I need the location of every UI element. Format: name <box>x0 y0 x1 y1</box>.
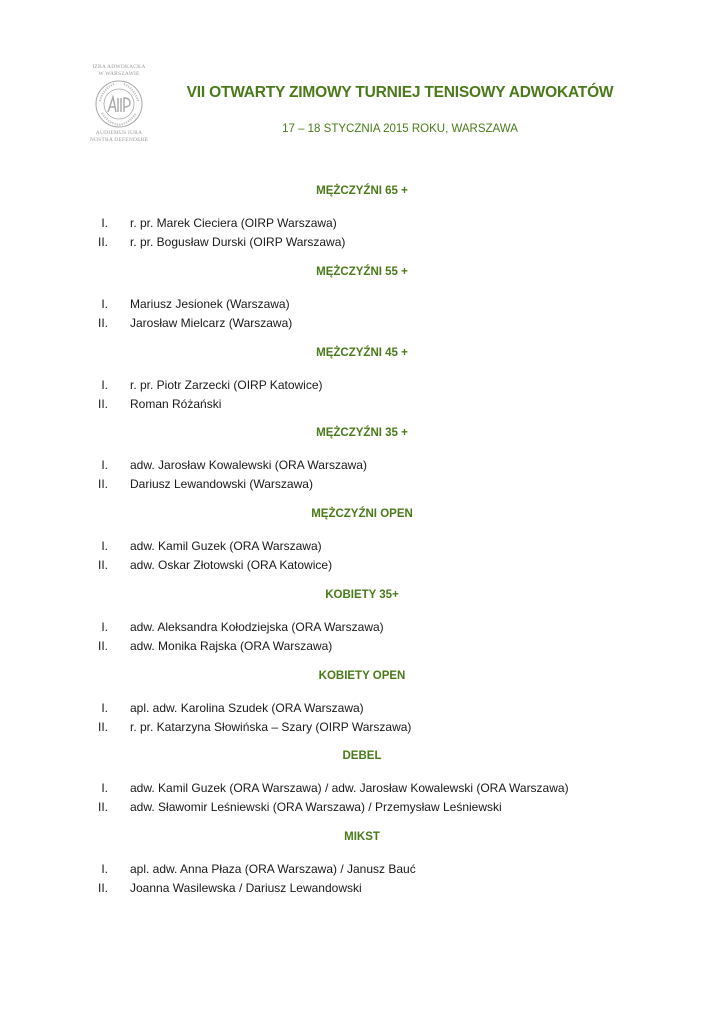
player-name: adw. Kamil Guzek (ORA Warszawa) / adw. Jarosław Kowalewski (ORA Warszawa) <box>130 781 569 796</box>
section-heading: MĘŻCZYŹNI 65 + <box>316 185 408 197</box>
result-entry <box>0 639 724 655</box>
place-number: I. <box>101 700 108 715</box>
place-number: II. <box>97 477 108 492</box>
place-number: I. <box>101 296 108 311</box>
section-heading: MIKST <box>344 831 380 843</box>
place-number: I. <box>101 377 108 392</box>
result-entry <box>0 558 724 574</box>
result-entry <box>0 458 724 474</box>
player-name: Joanna Wasilewska / Dariusz Lewandowski <box>130 881 362 895</box>
document-title: VII OTWARTY ZIMOWY TURNIEJ TENISOWY ADWOKATÓW <box>186 84 614 101</box>
result-entry <box>0 477 724 493</box>
logo-motto-line-2: NOSTRA DEFENDERE <box>89 136 149 143</box>
result-entry <box>0 297 724 313</box>
result-entry <box>0 881 724 897</box>
section-heading: MĘŻCZYŹNI 35 + <box>316 427 408 440</box>
result-entry <box>0 781 724 797</box>
result-entry <box>0 720 724 736</box>
bar-association-logo <box>88 64 150 146</box>
place-number: I. <box>101 619 108 634</box>
result-entry <box>0 701 724 717</box>
place-number: I. <box>101 216 108 230</box>
place-number: II. <box>97 315 108 330</box>
player-name: r. pr. Bogusław Durski (OIRP Warszawa) <box>130 235 346 249</box>
result-entry <box>0 316 724 332</box>
result-entry <box>0 235 724 251</box>
place-number: I. <box>101 781 108 796</box>
player-name: r. pr. Piotr Zarzecki (OIRP Katowice) <box>130 377 323 392</box>
player-name: r. pr. Marek Cieciera (OIRP Warszawa) <box>130 216 337 230</box>
player-name: Mariusz Jesionek (Warszawa) <box>130 296 290 311</box>
player-name: apl. adw. Anna Płaza (ORA Warszawa) / Janusz Bauć <box>130 862 416 876</box>
place-number: II. <box>97 800 108 815</box>
result-entry <box>0 216 724 232</box>
section-heading: DEBEL <box>342 750 382 763</box>
place-number: II. <box>97 881 108 895</box>
logo-emblem-icon <box>94 79 144 129</box>
result-entry <box>0 800 724 816</box>
section-heading: MĘŻCZYŹNI OPEN <box>311 508 413 520</box>
place-number: I. <box>101 862 108 876</box>
logo-bottom-text <box>88 130 150 143</box>
place-number: II. <box>97 719 108 734</box>
player-name: Dariusz Lewandowski (Warszawa) <box>130 477 313 492</box>
section-heading: KOBIETY 35+ <box>325 588 399 601</box>
result-entry <box>0 539 724 555</box>
player-name: adw. Jarosław Kowalewski (ORA Warszawa) <box>130 458 367 473</box>
result-entry <box>0 862 724 878</box>
document-subtitle: 17 – 18 STYCZNIA 2015 ROKU, WARSZAWA <box>282 123 518 135</box>
player-name: adw. Oskar Złotowski (ORA Katowice) <box>130 558 333 572</box>
player-name: adw. Kamil Guzek (ORA Warszawa) <box>130 539 322 553</box>
player-name: adw. Aleksandra Kołodziejska (ORA Warszawa) <box>130 619 384 634</box>
place-number: II. <box>97 558 108 572</box>
player-name: adw. Sławomir Leśniewski (ORA Warszawa) / Przemysław Leśniewski <box>130 800 502 815</box>
player-name: r. pr. Katarzyna Słowińska – Szary (OIRP Warszawa) <box>130 719 412 734</box>
logo-top-line-1: IZBA ADWOKACKA <box>92 64 146 70</box>
player-name: adw. Monika Rajska (ORA Warszawa) <box>130 638 333 653</box>
player-name: apl. adw. Karolina Szudek (ORA Warszawa) <box>130 700 364 715</box>
player-name: Roman Różański <box>130 396 222 411</box>
result-entry <box>0 620 724 636</box>
section-heading: MĘŻCZYŹNI 55 + <box>316 265 408 278</box>
place-number: II. <box>97 396 108 411</box>
place-number: II. <box>97 638 108 653</box>
place-number: I. <box>101 458 108 473</box>
section-heading: KOBIETY OPEN <box>318 669 406 682</box>
logo-top-line-2: W WARSZAWIE <box>98 70 140 77</box>
logo-motto-line-1: AUDIEMUS IURA <box>95 130 143 136</box>
result-entry <box>0 378 724 394</box>
result-entry <box>0 397 724 413</box>
place-number: II. <box>97 235 108 249</box>
section-heading: MĘŻCZYŹNI 45 + <box>316 346 408 359</box>
logo-top-text <box>88 64 150 77</box>
place-number: I. <box>101 539 108 553</box>
player-name: Jarosław Mielcarz (Warszawa) <box>130 315 293 330</box>
